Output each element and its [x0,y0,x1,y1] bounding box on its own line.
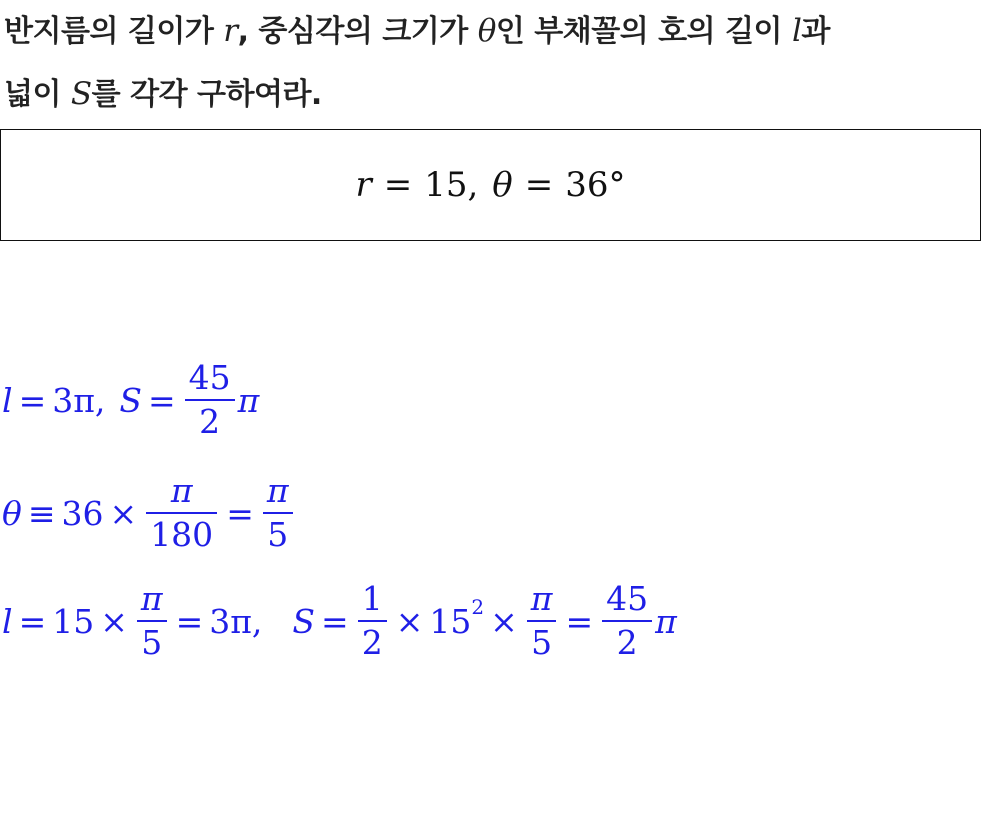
fraction-numerator: 1 [361,579,383,618]
var-theta: θ [477,13,496,49]
fraction-denominator: 5 [531,623,553,662]
answer-l-var: l [2,380,13,420]
pi-symbol: π [237,380,260,420]
step-convert-angle [2,470,296,556]
S-result-fraction [602,578,652,664]
fraction-denominator: 2 [199,402,221,441]
degree-value: 36 [61,493,104,533]
fraction-denominator: 5 [141,623,163,662]
fraction-denominator: 180 [150,515,214,554]
equals-sign: = [175,601,204,641]
equiv-sign: ≡ [27,493,56,533]
given-r-value: 15, [424,165,479,205]
problem-text: 반지름의 길이가 [4,14,214,49]
pi-over-180-fraction [146,470,217,556]
fraction-denominator: 5 [267,515,289,554]
fraction-numerator: 45 [606,579,649,618]
pi-over-5-fraction [137,578,167,664]
times-sign: × [490,601,518,641]
given-values-box [0,129,981,241]
l-result: 3π, [209,601,263,641]
equals-sign: = [148,380,176,420]
equals-sign: = [383,165,413,205]
problem-text: 넓이 [4,77,61,112]
given-r-var: r [355,165,372,205]
problem-line-1 [4,0,989,63]
equals-sign: = [524,165,554,205]
answer-l-value: 3π, [52,380,106,420]
fraction-numerator: π [530,579,553,618]
radius-value: 15 [52,601,95,641]
fraction-denominator: 2 [361,623,383,662]
problem-text: 인 부채꼴의 호의 길이 [495,14,783,49]
equals-sign: = [18,601,47,641]
l-var: l [2,601,13,641]
equals-sign: = [321,601,349,641]
var-l: l [791,13,802,49]
var-S: S [70,76,92,112]
var-r: r [223,13,238,49]
equals-sign: = [226,493,254,533]
answer-S-var: S [119,380,143,420]
times-sign: × [109,493,138,533]
problem-text: 과 [801,14,830,49]
pi-over-5-fraction [263,470,293,556]
fraction-numerator: 45 [188,358,231,397]
exponent: 2 [471,595,485,619]
answer-line [2,357,259,443]
equals-sign: = [565,601,594,641]
radius-squared-base: 15 [429,601,472,641]
equals-sign: = [18,380,47,420]
problem-text: , 중심각의 크기가 [237,14,468,49]
pi-over-5-fraction [527,578,557,664]
theta-var: θ [2,493,22,533]
answer-S-fraction [185,357,235,443]
fraction-numerator: π [170,471,193,510]
one-half-fraction [358,578,387,664]
step-compute-l-and-S [2,578,677,664]
fraction-numerator: π [140,579,163,618]
given-theta-value: 36° [565,165,626,205]
fraction-numerator: π [266,471,289,510]
problem-line-2 [4,63,989,126]
problem-statement [4,0,989,126]
fraction-denominator: 2 [616,623,638,662]
times-sign: × [395,601,424,641]
given-theta-var: θ [492,165,513,205]
pi-symbol: π [655,601,677,641]
S-var: S [292,601,316,641]
problem-text: 를 각각 구하여라. [91,77,322,112]
times-sign: × [100,601,128,641]
